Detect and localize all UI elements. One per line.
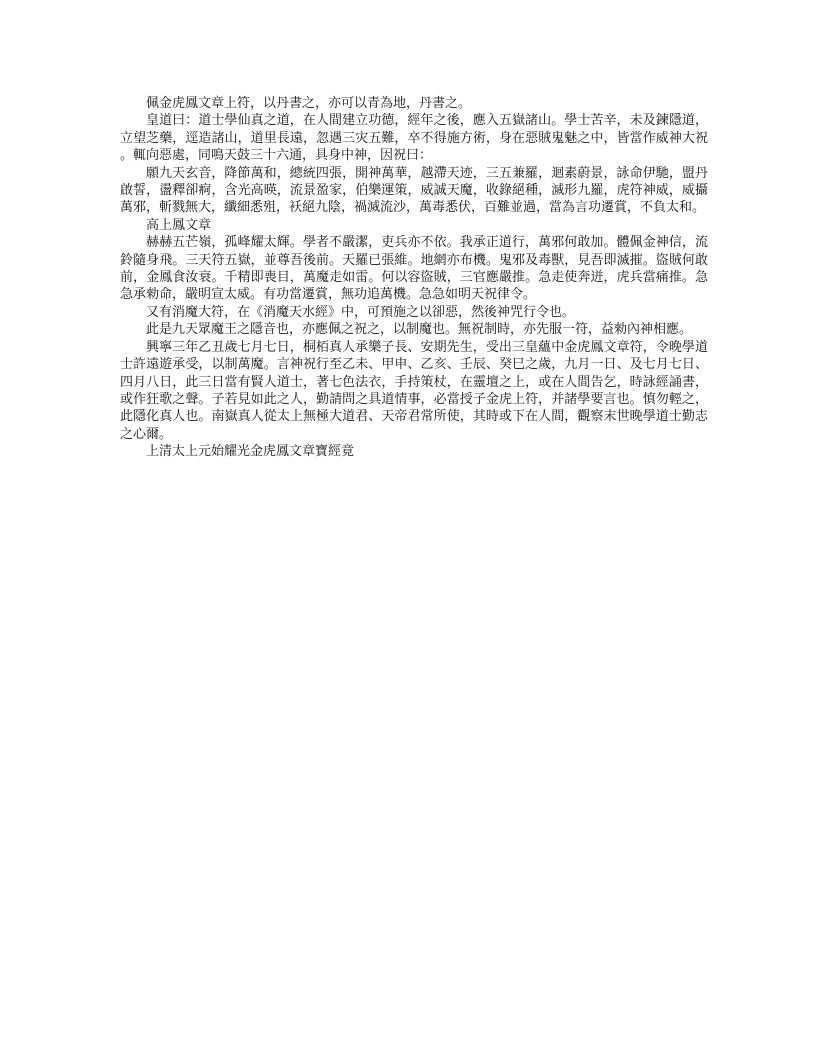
document-page xyxy=(120,95,708,461)
paragraph-demon-dispelling-talisman: 又有消魔大符，在《消魔天水經》中，可預施之以卻惡，然後神咒行令也。 xyxy=(146,304,576,320)
paragraph-incantation: 願九天玄音，降節萬和，總統四張，開神萬華，越滯天迹，三五兼羅，迴素蔚景，詠命伊馳，盟丹啟誓，盪釋卻痾，含光高暎，流景盈家，伯樂運策，威誠天魔，收錄絕種，滅形九羅，虎符神威，威攝萬邪，斬戮無大，纖細悉殂，袄絕九陰，禍滅流沙，萬毒悉伏，百難並過，當為言功遷賞，不負太和。 xyxy=(120,165,708,216)
paragraph-xingning-colophon: 興寧三年乙丑歲七月七日，桐栢真人承樂子長、安期先生，受出三皇蘊中金虎鳳文章符，令晚學道士許遠遊承受，以制萬魔。言神祝行至乙未、甲申、乙亥、壬辰、癸巳之歲，九月一日、及七月七日、四月八日，此三日當有賢人道士，著七色法衣，手持策杖，在靈壇之上，或在人間告乞，時詠經誦書，或作狂歌之聲。子若見如此之人，勤請問之具道情事，必當授子金虎上符，并諸學要言也。慎勿輕之，此隱化真人也。南嶽真人從太上無極大道君、天帝君常所使，其時或下在人間，觀察末世晚學道士勤志之心爾。 xyxy=(120,339,708,442)
paragraph-talisman-instruction: 佩金虎鳳文章上符，以丹書之，亦可以青為地，丹書之。 xyxy=(146,96,472,111)
paragraph-phoenix-verse: 赫赫五芒嶺，孤峰耀太輝。學者不嚴潔，吏兵亦不依。我承正道行，萬邪何敢加。體佩金神信，流鈴隨身飛。三天符五嶽，並尊吾後前。天羅已張維。地網亦布機。鬼邪及毒獸，見吾即滅摧。盜賊何敢前，金鳳食汝衰。千精即喪目，萬魔走如雷。何以容盜賊，三官應嚴推。急走使奔迸，虎兵當痛推。急急承勑命，嚴明宣太威。有功當遷賞，無功追萬機。急急如明天祝律令。 xyxy=(120,235,708,303)
section-heading-phoenix-text: 高上鳳文章 xyxy=(146,217,212,233)
paragraph-huang-dao: 皇道曰：道士學仙真之道，在人間建立功德，經年之後，應入五嶽諸山。學士苦辛，未及鍊隱道，立望芝藥，逕造諸山，道里長遠，忽遇三灾五難，卒不得施方術，身在惡賊鬼魅之中，皆當作威神大祝。輒向惡處，同鳴天鼓三十六通，具身中神，因祝曰： xyxy=(120,113,708,164)
paragraph-demon-kings-secret-sound: 此是九天眾魔王之隱音也，亦應佩之祝之，以制魔也。無祝制時，亦先服一符，益勑內神相應。 xyxy=(146,322,693,338)
paragraph-scripture-end: 上清太上元始耀光金虎鳳文章寶經竟 xyxy=(146,444,355,460)
